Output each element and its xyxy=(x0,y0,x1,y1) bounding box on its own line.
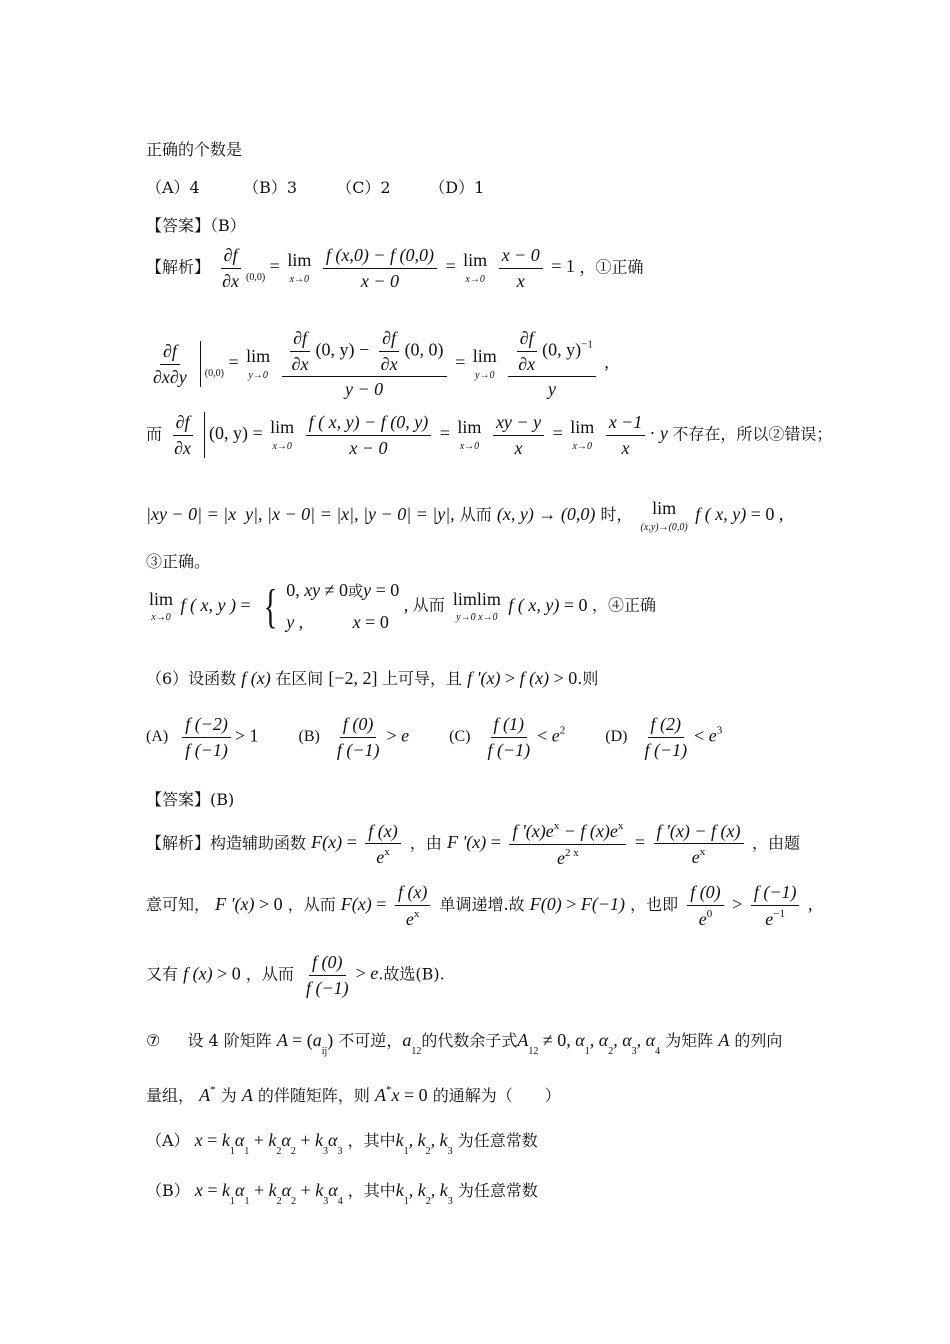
note-4: ，④正确 xyxy=(591,595,656,615)
q5-analysis-line-3: 而 $\frac{\partial f}{\partial x}$ (0, y) = lim x→0 $\frac{f ( x, y) - f (0, y)}{x - 0}$ = lim x→0 $\frac{xy - y}{x}$ = lim x→0 $\frac{x -1}{x}$ · y 不存在，所以②错误； xyxy=(146,412,833,458)
q6-choice-c-label: (C) xyxy=(449,728,471,746)
q6-analysis-a: 构造辅助函数 xyxy=(210,833,307,853)
q6-text-b: 在区间 xyxy=(275,669,324,688)
q6-analysis-c: ，由题 xyxy=(752,833,801,853)
q6-analysis-line-1: 【解析】构造辅助函数 F(x) = $\frac{f (x)}{e^x}$ ，由 F '(x) = $\frac{f '(x)e^x - f (x)e^x}{e^{2 x}}$ = $\frac{f '(x) - f (x)}{e^x}$ ，由题 xyxy=(146,820,801,868)
q7-text-c: 的代数余子式 xyxy=(421,1031,518,1050)
q7-option-b-tail: ，其中 xyxy=(347,1181,396,1200)
q6-choices xyxy=(146,714,762,760)
q6-text-c: 上可导，且 xyxy=(382,669,463,688)
q7-line-1: ⑦ 设 4 阶矩阵 $A = (a_{ij})$ 不可逆，$a_{12}$的代数余子式$A_{12} \ne 0$, $\alpha_1$, $\alpha_2$, $\alpha_3$, $\alpha_4$ 为矩阵 A 的列向 xyxy=(146,1030,783,1057)
q6-choice-c: (C) $\frac{f (1)}{f (-1)}$ < $e^2$ xyxy=(449,714,566,760)
q6-analysis-line-3: 又有 f (x) > 0 ，从而 $\frac{f (0)}{f (-1)}$ > e.故选(B). xyxy=(146,952,445,998)
q6-answer: 【答案】(B) xyxy=(146,790,235,809)
q6-choice-a: (A) $\frac{f (-2)}{f (-1)}$ > 1 xyxy=(146,714,259,760)
q6-analysis-h: 又有 xyxy=(146,964,179,984)
q7-number: ⑦ xyxy=(146,1031,161,1050)
q7-option-b-tail2: 为任意常数 xyxy=(457,1181,538,1200)
q5-option-d: （D）1 xyxy=(429,178,485,197)
q6-analysis-label: 【解析】 xyxy=(146,833,211,853)
intro-text: 正确的个数是 xyxy=(146,140,243,159)
or-word: 或 xyxy=(348,582,364,600)
q5-analysis-line-4: |xy − 0| = |x y|, |x − 0| = |x|, |y − 0| = |y|, 从而 (x, y) → (0,0) 时， lim (x,y)→(0,0) f ( x, y) = 0 , xyxy=(146,498,784,533)
shi-word: 时， xyxy=(600,504,633,524)
q7-text-f: 量组， xyxy=(146,1086,195,1105)
q7-option-a-tail2: 为任意常数 xyxy=(457,1131,538,1150)
q7-text-h: 的伴随矩阵，则 xyxy=(257,1086,370,1105)
cong-er-word: 从而 xyxy=(459,504,492,524)
q6-text-a: （6）设函数 xyxy=(146,669,237,688)
q6-analysis-f: 单调递增.故 xyxy=(439,894,525,914)
q6-choice-b: (B) $\frac{f (0)}{f (-1)}$ > e xyxy=(298,714,410,760)
q7-text-d: 为矩阵 xyxy=(665,1031,714,1050)
note-1: ，①正确 xyxy=(579,257,644,277)
q7-text-e: 的列向 xyxy=(734,1031,783,1050)
q6-analysis-i: ，从而 xyxy=(245,964,294,984)
q5-options xyxy=(146,178,484,197)
note-3: ③正确。 xyxy=(146,552,211,571)
q6-choice-d-label: (D) xyxy=(605,728,628,746)
analysis-label: 【解析】 xyxy=(146,257,211,277)
q6-analysis-b: ，由 xyxy=(409,833,442,853)
q6-analysis-d: 意可知， xyxy=(146,894,211,914)
note-2: 不存在，所以②错误； xyxy=(672,424,833,444)
q7-option-b-label: （B） xyxy=(146,1181,190,1200)
q6-statement: （6）设函数 f (x) 在区间 [−2, 2] 上可导，且 f '(x) > f (x) > 0.则 xyxy=(146,668,599,688)
q5-option-b: （B）3 xyxy=(243,178,298,197)
q6-analysis-line-2: 意可知， F '(x) > 0 ，从而 F(x) = $\frac{f (x)}{e^x}$ 单调递增.故 F(0) > F(−1) ，也即 $\frac{f (0)}{e^0}$ > $\frac{f (-1)}{e^{-1}}$ , xyxy=(146,882,813,929)
q5-option-c: （C）2 xyxy=(336,178,391,197)
q6-choice-a-label: (A) xyxy=(146,728,169,746)
q7-text-g: 为 xyxy=(220,1086,237,1105)
q6-choice-b-label: (B) xyxy=(298,728,320,746)
q7-text-a: 设 4 阶矩阵 xyxy=(187,1031,272,1050)
q6-analysis-g: ，也即 xyxy=(630,894,679,914)
q7-text-i: 的通解为（ ） xyxy=(432,1086,561,1105)
er-word: 而 xyxy=(146,424,163,444)
q6-analysis-j: .故选(B). xyxy=(378,964,445,984)
q5-analysis-line-6: lim x→0 f ( x, y ) = { 0, xy ≠ 0或y = 0 y , x = 0 , 从而 limlim y→0 x→0 f ( x, y) = 0 ，④正确 xyxy=(149,579,656,633)
q7-line-2: 量组， A* 为 A 的伴随矩阵，则 A*x = 0 的通解为（ ） xyxy=(146,1084,561,1105)
q6-choice-d: (D) $\frac{f (2)}{f (-1)}$ < $e^3$ xyxy=(605,714,723,760)
q7-option-a: （A） $x = k_1\alpha_1 + k_2\alpha_2 + k_3\alpha_3$ ，其中$k_1$, $k_2$, $k_3$ 为任意常数 xyxy=(146,1130,538,1157)
cong-er-word-2: 从而 xyxy=(412,595,445,615)
q5-analysis-line-1: 【解析】 $\frac{\partial f}{\partial x}$ $_{(0,0)}$ = lim x→0 $\frac{f (x,0) - f (0,0)}{x - 0}$ = lim x→0 $\frac{x - 0}{x}$ = 1 ，①正确 xyxy=(146,245,644,291)
q5-option-a: （A）4 xyxy=(146,178,200,197)
q5-answer: 【答案】（B） xyxy=(146,216,246,235)
q6-text-d: .则 xyxy=(577,669,599,688)
q7-text-b: 不可逆， xyxy=(338,1031,403,1050)
q5-analysis-line-2: $\frac{\partial f}{\partial x\partial y}$ $_{(0,0)}$ = lim y→0 $\frac{\partial f}{\partial x}$ (0, y) − $\frac{\partial f}{\partial x}$ (0, 0) y − 0 = lim y→0 $\frac{\partial f}{\partial x}$ (0, y)$^{-1}$ y , xyxy=(153,328,609,400)
q6-analysis-e: ，从而 xyxy=(287,894,336,914)
q7-option-a-tail: ，其中 xyxy=(347,1131,396,1150)
q7-option-a-label: （A） xyxy=(146,1131,190,1150)
q7-option-b: （B） $x = k_1\alpha_1 + k_2\alpha_2 + k_3\alpha_4$ ，其中$k_1$, $k_2$, $k_3$ 为任意常数 xyxy=(146,1180,538,1207)
